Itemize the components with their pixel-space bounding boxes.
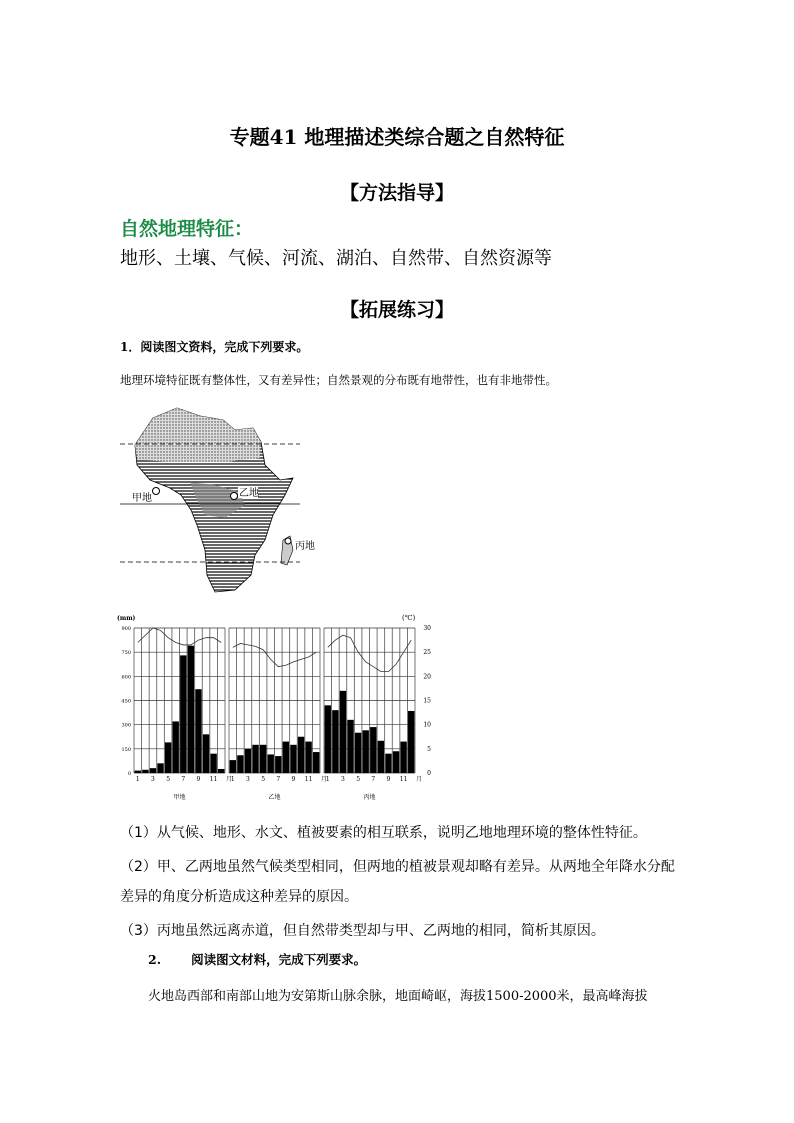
precip-bar <box>157 763 163 773</box>
question-1-heading: 1．阅读图文资料，完成下列要求。 <box>120 340 309 354</box>
month-suffix: 月 <box>321 776 328 783</box>
precip-bar <box>165 742 171 773</box>
precip-bar <box>370 727 376 773</box>
month-tick-label: 11 <box>304 776 313 783</box>
precip-tick-label: 150 <box>121 746 131 753</box>
jia-marker <box>153 488 160 495</box>
month-tick-label: 9 <box>196 776 201 783</box>
question-2-heading <box>148 950 366 968</box>
month-tick-label: 1 <box>135 776 140 783</box>
precip-bar <box>203 734 209 773</box>
precip-tick-label: 750 <box>121 650 131 657</box>
precip-tick-label: 450 <box>121 698 131 705</box>
temp-tick-label: 30 <box>423 625 431 632</box>
precip-bar <box>135 771 141 773</box>
precip-bar <box>385 754 391 773</box>
month-tick-label: 1 <box>230 776 235 783</box>
precip-bar <box>355 733 361 773</box>
precip-tick-label: 600 <box>121 674 131 681</box>
question-1-sub-2b: 差异的角度分析造成这种差异的原因。 <box>120 889 358 905</box>
precip-bar <box>245 749 251 773</box>
precip-bar <box>142 770 148 773</box>
precip-bar <box>393 751 399 773</box>
left-unit: (mm) <box>117 615 136 622</box>
month-tick-label: 7 <box>276 776 281 783</box>
temp-tick-label: 10 <box>423 721 431 729</box>
precip-bar <box>378 741 384 773</box>
precip-bar <box>188 646 194 773</box>
precip-bar <box>305 742 311 773</box>
precip-bar <box>252 745 258 773</box>
precip-bar <box>290 745 296 773</box>
question-1-intro: 地理环境特征既有整体性，又有差异性；自然景观的分布既有地带性，也有非地带性。 <box>120 373 557 387</box>
label-yi: 乙地 <box>239 488 259 499</box>
precip-bar <box>260 745 266 773</box>
africa-map <box>115 400 315 600</box>
month-tick-label: 5 <box>261 776 266 783</box>
month-tick-label: 11 <box>209 776 218 783</box>
month-tick-label: 11 <box>399 776 408 783</box>
features-heading: 自然地理特征： <box>120 218 254 240</box>
precip-bar <box>195 689 201 773</box>
right-unit: (℃) <box>402 614 416 622</box>
precip-bar <box>400 742 406 773</box>
precip-bar <box>275 756 281 773</box>
yi-marker <box>231 493 238 500</box>
label-bing: 丙地 <box>295 541 315 552</box>
question-2-number: 2. <box>148 952 162 967</box>
precip-bar <box>325 705 331 773</box>
month-tick-label: 3 <box>151 776 155 783</box>
precip-tick-label: 0 <box>127 771 131 777</box>
question-1-sub-3: （3）丙地虽然远离赤道，但自然带类型却与甲、乙两地的相同，简析其原因。 <box>120 923 605 939</box>
precip-bar <box>173 721 179 773</box>
precip-bar <box>230 760 236 773</box>
month-tick-label: 9 <box>291 776 296 783</box>
month-suffix: 月 <box>226 776 233 783</box>
month-tick-label: 7 <box>371 776 376 783</box>
precip-bar <box>332 710 338 773</box>
precip-bar <box>283 742 289 773</box>
question-1-sub-2a: （2）甲、乙两地虽然气候类型相同，但两地的植被景观却略有差异。从两地全年降水分配 <box>120 859 675 875</box>
question-1-sub-1: （1）从气候、地形、水文、植被要素的相互联系，说明乙地地理环境的整体性特征。 <box>120 825 647 841</box>
month-tick-label: 5 <box>166 776 171 783</box>
bing-marker <box>285 538 291 544</box>
precip-tick-label: 300 <box>121 722 131 729</box>
month-tick-label: 3 <box>341 776 345 783</box>
month-suffix: 月 <box>416 776 423 783</box>
month-tick-label: 7 <box>181 776 186 783</box>
features-list: 地形、土壤、气候、河流、湖泊、自然带、自然资源等 <box>120 248 552 269</box>
month-tick-label: 9 <box>386 776 391 783</box>
temp-tick-label: 0 <box>427 770 431 777</box>
page-title: 专题41 地理描述类综合题之自然特征 <box>229 125 565 149</box>
climate-charts <box>115 610 435 805</box>
precip-bar <box>408 711 414 773</box>
precip-bar <box>298 737 304 773</box>
precip-bar <box>363 730 369 773</box>
section-method-guide: 【方法指导】 <box>339 182 454 204</box>
temp-tick-label: 5 <box>427 745 431 753</box>
label-jia: 甲地 <box>132 493 152 504</box>
precip-bar <box>340 691 346 773</box>
month-tick-label: 3 <box>246 776 250 783</box>
panel-name: 乙地 <box>268 794 281 801</box>
precip-bar <box>180 655 186 773</box>
precip-bar <box>218 769 224 773</box>
temp-tick-label: 25 <box>423 649 431 657</box>
precip-tick-label: 900 <box>121 626 131 632</box>
panel-name: 甲地 <box>173 794 186 801</box>
month-tick-label: 1 <box>325 776 330 783</box>
precip-bar <box>268 754 274 773</box>
precip-bar <box>313 752 319 773</box>
temp-tick-label: 20 <box>423 673 431 681</box>
month-tick-label: 5 <box>356 776 361 783</box>
section-practice: 【拓展练习】 <box>339 299 454 321</box>
question-2-title: 阅读图文材料，完成下列要求。 <box>191 952 367 967</box>
precip-bar <box>210 754 216 773</box>
temp-tick-label: 15 <box>423 697 431 705</box>
precip-bar <box>237 755 243 773</box>
precip-bar <box>347 720 353 773</box>
question-2-paragraph: 火地岛西部和南部山地为安第斯山脉余脉，地面崎岖，海拔1500-2000米，最高峰海拔 <box>148 989 648 1004</box>
panel-name: 丙地 <box>363 794 376 801</box>
precip-bar <box>150 768 156 773</box>
